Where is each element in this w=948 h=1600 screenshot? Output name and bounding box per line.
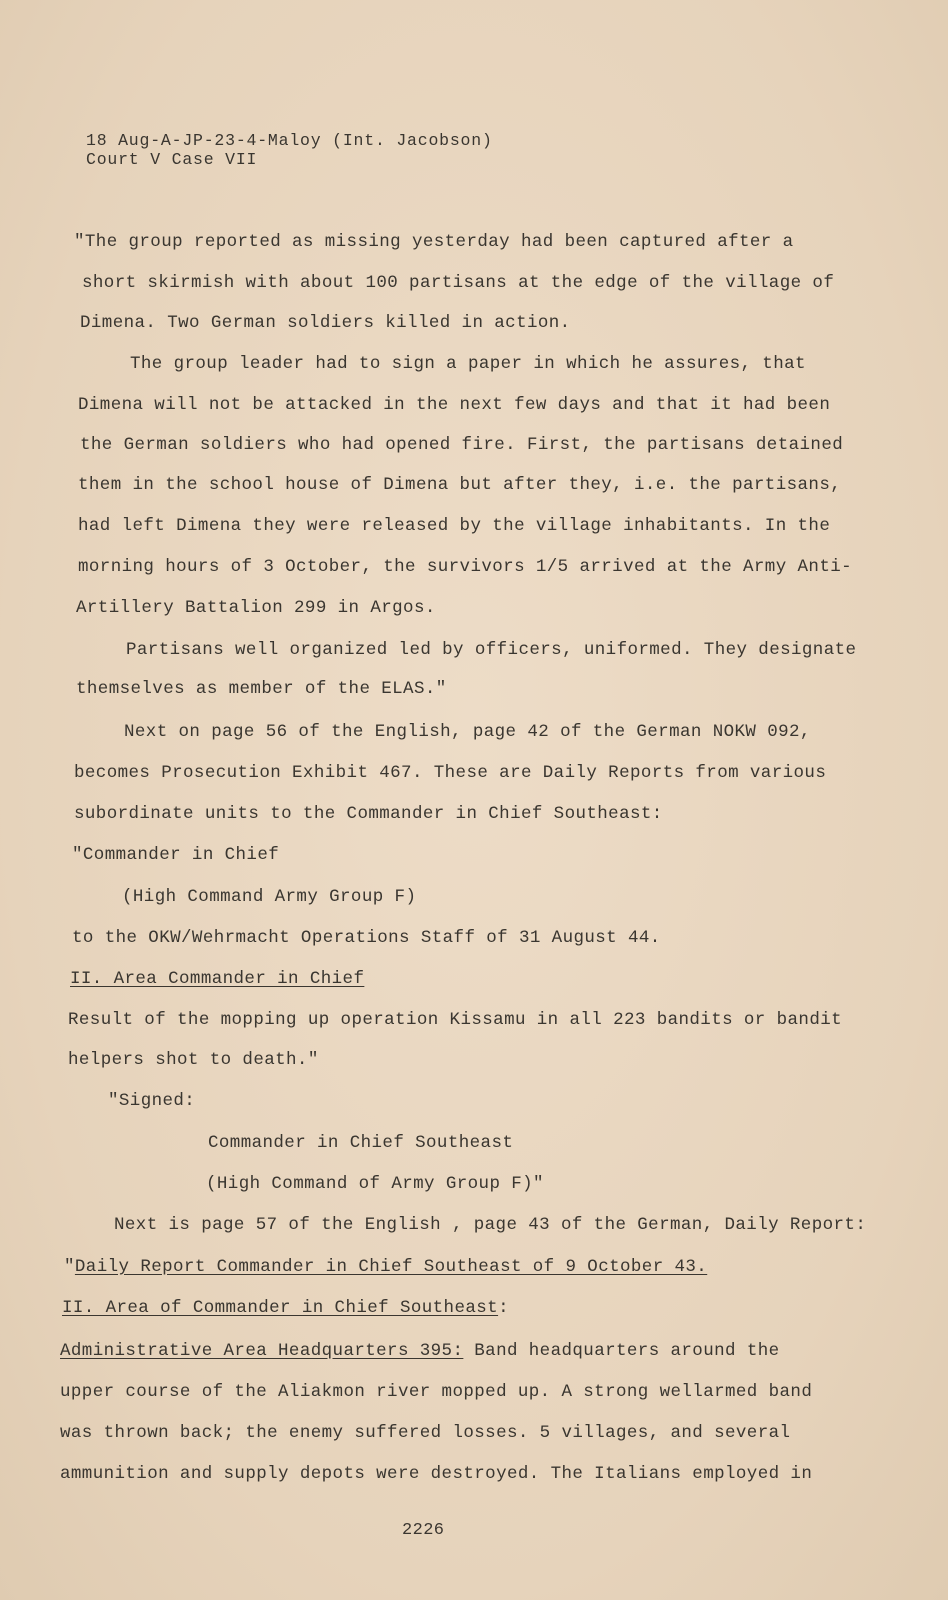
page-number: 2226: [402, 1521, 445, 1540]
daily-report-title-text: Daily Report Commander in Chief Southeast of 9 October 43.: [74, 1257, 708, 1277]
section-heading: [62, 1298, 509, 1318]
text-line: "Signed:: [108, 1091, 196, 1111]
text-line: ammunition and supply depots were destroyed. The Italians employed in: [60, 1464, 813, 1484]
text-line: subordinate units to the Commander in Chief Southeast:: [74, 804, 663, 824]
admin-label: Administrative Area Headquarters 395:: [60, 1341, 464, 1361]
text-line: the German soldiers who had opened fire. First, the partisans detained: [80, 435, 844, 455]
text-line: short skirmish with about 100 partisans at the edge of the village of: [82, 273, 835, 293]
text-line: upper course of the Aliakmon river mopped up. A strong wellarmed band: [60, 1382, 813, 1402]
text-line: The group leader had to sign a paper in which he assures, that: [130, 354, 806, 374]
section-heading-colon: :: [498, 1298, 509, 1318]
text-line: them in the school house of Dimena but after they, i.e. the partisans,: [78, 475, 842, 495]
text-line: had left Dimena they were released by the village inhabitants. In the: [78, 516, 831, 536]
daily-report-title: [64, 1257, 707, 1277]
text-line: Dimena will not be attacked in the next few days and that it had been: [78, 395, 831, 415]
header-reference: 18 Aug-A-JP-23-4-Maloy (Int. Jacobson): [86, 131, 493, 150]
text-line: Partisans well organized led by officers, uniformed. They designate: [126, 640, 857, 660]
signature-line: (High Command of Army Group F)": [206, 1174, 544, 1194]
text-line: "Commander in Chief: [72, 845, 280, 865]
text-line: Artillery Battalion 299 in Argos.: [76, 598, 436, 618]
text-line: Next on page 56 of the English, page 42 of the German NOKW 092,: [124, 722, 811, 742]
text-line: morning hours of 3 October, the survivors 1/5 arrived at the Army Anti-: [78, 557, 853, 577]
text-line: helpers shot to death.": [68, 1050, 319, 1070]
text-line: Result of the mopping up operation Kissamu in all 223 bandits or bandit: [68, 1010, 843, 1030]
text-line: themselves as member of the ELAS.": [76, 679, 447, 699]
text-line: to the OKW/Wehrmacht Operations Staff of 31 August 44.: [72, 928, 661, 948]
text-line: was thrown back; the enemy suffered losses. 5 villages, and several: [60, 1423, 791, 1443]
text-line: "The group reported as missing yesterday had been captured after a: [74, 232, 794, 252]
section-heading-underlined: II. Area Commander in Chief: [70, 969, 365, 989]
text-line: Dimena. Two German soldiers killed in action.: [80, 313, 571, 333]
admin-paragraph-first-line: [60, 1341, 780, 1361]
signature-line: Commander in Chief Southeast: [208, 1133, 514, 1153]
open-quote: ": [64, 1257, 75, 1277]
text-line: (High Command Army Group F): [122, 887, 417, 907]
admin-first-rest: Band headquarters around the: [463, 1341, 780, 1361]
section-heading-text: II. Area of Commander in Chief Southeast: [62, 1298, 499, 1318]
header-court-case: Court V Case VII: [86, 150, 258, 169]
text-line: Next is page 57 of the English , page 43 of the German, Daily Report:: [114, 1215, 867, 1235]
text-line: becomes Prosecution Exhibit 467. These are Daily Reports from various: [74, 763, 827, 783]
